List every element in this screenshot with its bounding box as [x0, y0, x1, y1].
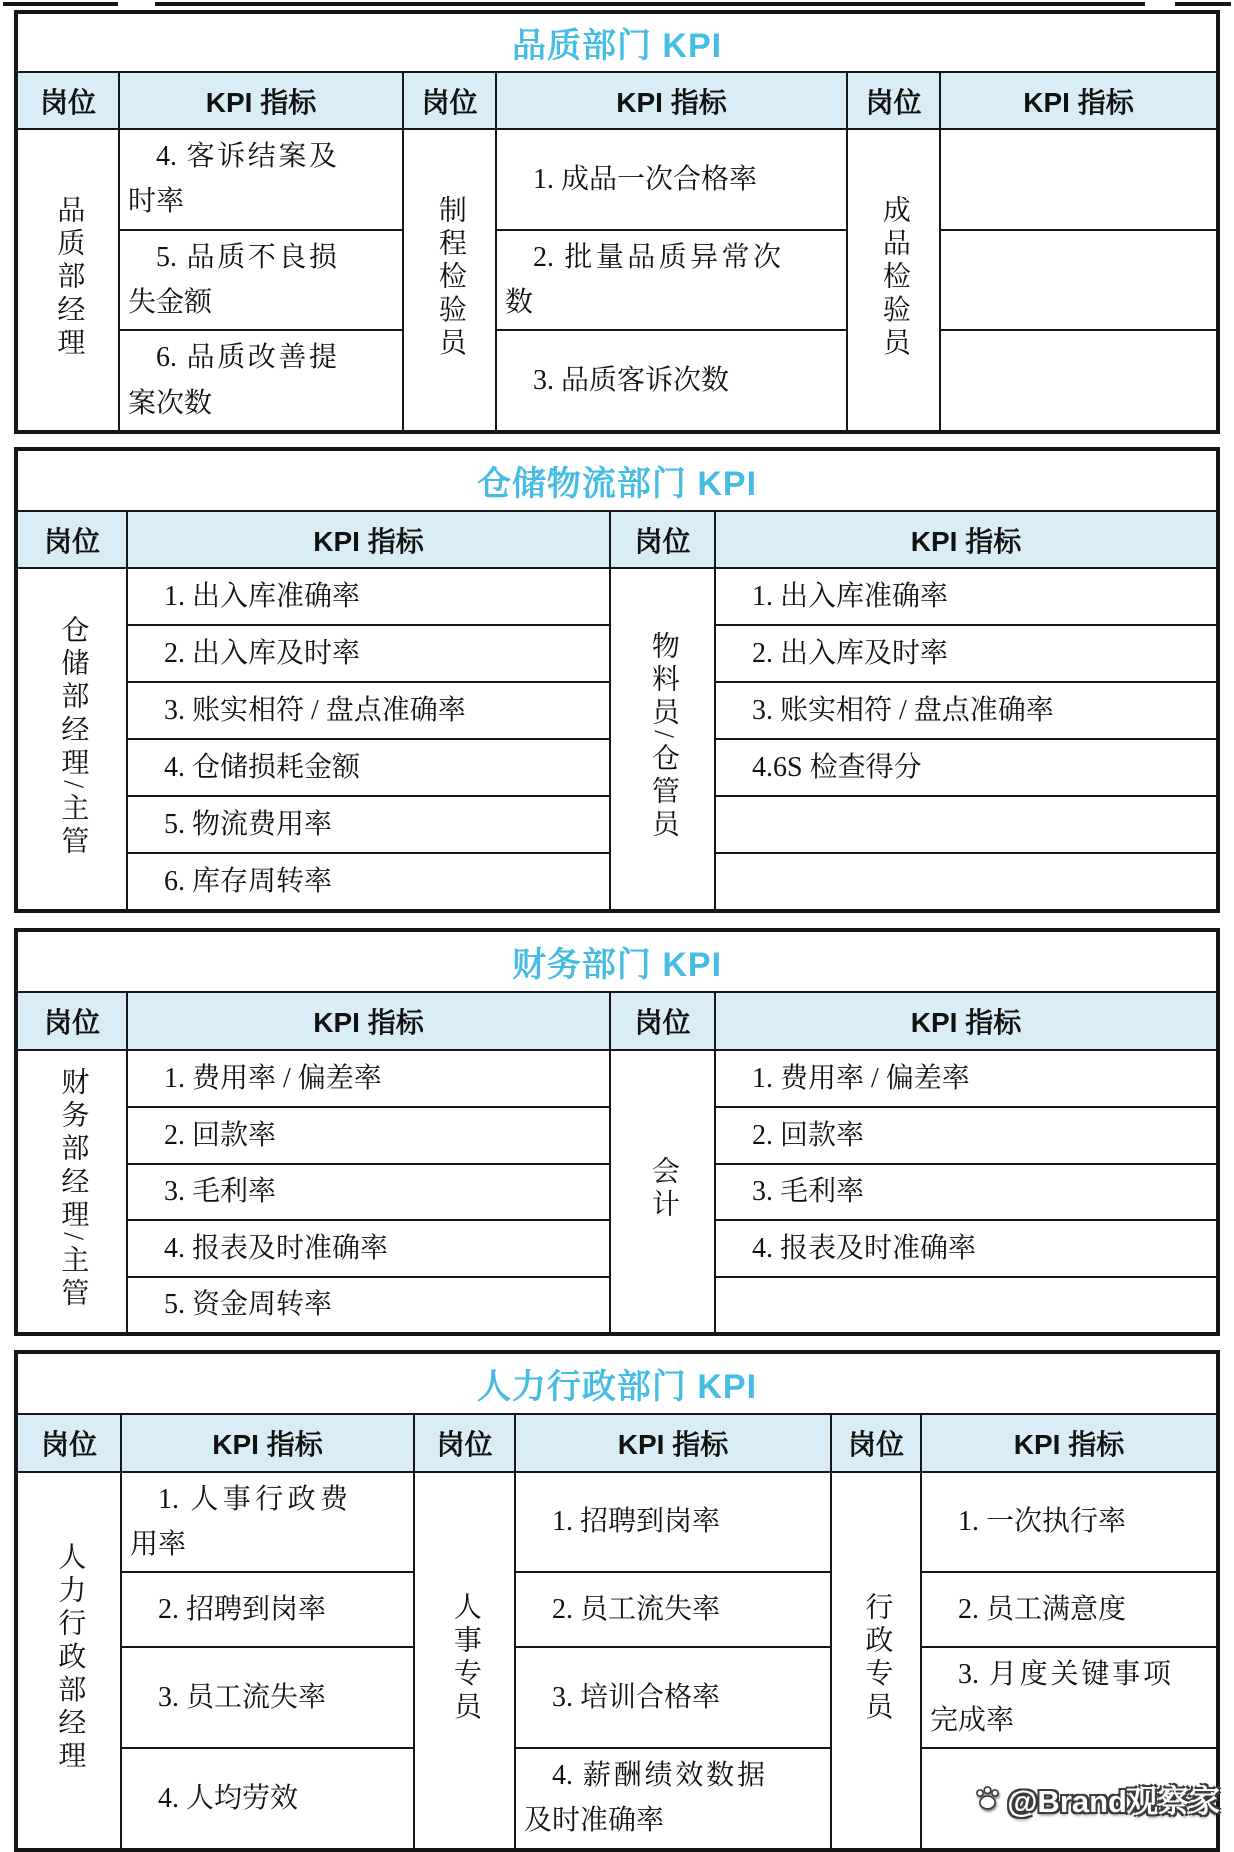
kpi-cell: 2. 批量品质异常次数	[496, 230, 847, 331]
header-cell-kpi: KPI 指标	[127, 511, 610, 568]
header-cell-position: 岗位	[16, 72, 119, 129]
header-cell-position: 岗位	[16, 1414, 121, 1472]
header-cell-kpi: KPI 指标	[921, 1414, 1218, 1472]
table-title: 财务部门 KPI	[16, 930, 1218, 992]
kpi-cell: 1. 成品一次合格率	[496, 129, 847, 230]
kpi-cell: 2. 招聘到岗率	[121, 1572, 414, 1647]
kpi-cell: 4. 报表及时准确率	[127, 1220, 610, 1277]
position-label: 品质部经理	[53, 194, 85, 361]
header-cell-position: 岗位	[610, 511, 715, 568]
kpi-cell: 3. 账实相符 / 盘点准确率	[127, 682, 610, 739]
position-cell	[16, 1050, 127, 1333]
header-cell-kpi: KPI 指标	[127, 992, 610, 1050]
kpi-cell: 5. 品质不良损失金额	[119, 230, 403, 331]
kpi-cell: 3. 账实相符 / 盘点准确率	[715, 682, 1218, 739]
kpi-cell: 1. 出入库准确率	[715, 568, 1218, 625]
header-cell-kpi: KPI 指标	[715, 992, 1218, 1050]
kpi-cell: 1. 费用率 / 偏差率	[715, 1050, 1218, 1107]
kpi-cell: 3. 员工流失率	[121, 1647, 414, 1748]
kpi-cell: 3. 毛利率	[127, 1164, 610, 1220]
kpi-cell: 1. 一次执行率	[921, 1472, 1218, 1573]
kpi-cell-empty	[715, 796, 1218, 853]
kpi-cell: 4. 报表及时准确率	[715, 1220, 1218, 1277]
position-label: 制程检验员	[434, 194, 466, 361]
table-title: 人力行政部门 KPI	[16, 1352, 1218, 1414]
header-cell-kpi: KPI 指标	[119, 72, 403, 129]
kpi-cell: 4. 人均劳效	[121, 1748, 414, 1850]
position-label: 物料员/仓管员	[647, 631, 679, 843]
header-cell-position: 岗位	[831, 1414, 921, 1472]
kpi-cell: 3. 毛利率	[715, 1164, 1218, 1220]
kpi-cell: 5. 资金周转率	[127, 1277, 610, 1333]
kpi-cell: 3. 品质客诉次数	[496, 330, 847, 432]
position-cell	[414, 1472, 515, 1850]
position-cell	[831, 1472, 921, 1850]
position-label: 行政专员	[861, 1591, 893, 1724]
kpi-cell: 1. 招聘到岗率	[515, 1472, 831, 1573]
kpi-cell: 2. 回款率	[127, 1107, 610, 1164]
kpi-cell: 4. 仓储损耗金额	[127, 739, 610, 796]
table-title: 品质部门 KPI	[16, 12, 1218, 72]
header-cell-kpi: KPI 指标	[715, 511, 1218, 568]
header-cell-position: 岗位	[610, 992, 715, 1050]
header-cell-kpi: KPI 指标	[515, 1414, 831, 1472]
header-cell-position: 岗位	[414, 1414, 515, 1472]
kpi-cell: 6. 库存周转率	[127, 853, 610, 911]
header-cell-position: 岗位	[16, 511, 127, 568]
kpi-cell: 4. 客诉结案及时率	[119, 129, 403, 230]
table-title: 仓储物流部门 KPI	[16, 449, 1218, 511]
position-label: 仓储部经理/主管	[57, 614, 89, 859]
kpi-cell: 4.6S 检查得分	[715, 739, 1218, 796]
header-cell-kpi: KPI 指标	[121, 1414, 414, 1472]
kpi-cell-empty	[715, 1277, 1218, 1333]
crop-artifact-line	[3, 2, 1231, 6]
header-cell-position: 岗位	[847, 72, 940, 129]
kpi-cell: 6. 品质改善提案次数	[119, 330, 403, 432]
position-cell	[16, 568, 127, 911]
kpi-cell: 1. 费用率 / 偏差率	[127, 1050, 610, 1107]
position-cell	[610, 568, 715, 911]
kpi-cell: 1. 人事行政费用率	[121, 1472, 414, 1573]
kpi-cell: 4. 薪酬绩效数据及时准确率	[515, 1748, 831, 1850]
position-label: 人事专员	[449, 1591, 481, 1724]
header-cell-kpi: KPI 指标	[496, 72, 847, 129]
kpi-cell: 2. 回款率	[715, 1107, 1218, 1164]
kpi-cell: 2. 员工满意度	[921, 1572, 1218, 1647]
kpi-table-finance	[14, 928, 1220, 1335]
kpi-cell: 2. 出入库及时率	[715, 625, 1218, 682]
kpi-cell: 2. 员工流失率	[515, 1572, 831, 1647]
kpi-cell-empty	[940, 330, 1218, 432]
kpi-cell-empty	[940, 129, 1218, 230]
header-cell-kpi: KPI 指标	[940, 72, 1218, 129]
kpi-cell: 3. 培训合格率	[515, 1647, 831, 1748]
watermark	[973, 1776, 1220, 1821]
kpi-cell-empty	[940, 230, 1218, 331]
position-label: 会计	[647, 1155, 679, 1222]
kpi-cell: 3. 月度关键事项完成率	[921, 1647, 1218, 1748]
kpi-table-quality	[14, 10, 1220, 434]
kpi-cell: 1. 出入库准确率	[127, 568, 610, 625]
position-cell	[16, 1472, 121, 1850]
position-cell	[16, 129, 119, 432]
watermark-text: @Brand观察家	[1007, 1784, 1220, 1819]
position-cell	[610, 1050, 715, 1333]
paw-icon	[973, 1784, 1003, 1814]
kpi-cell: 2. 出入库及时率	[127, 625, 610, 682]
position-cell	[403, 129, 496, 432]
kpi-cell: 5. 物流费用率	[127, 796, 610, 853]
position-label: 人力行政部经理	[54, 1541, 86, 1774]
header-cell-position: 岗位	[16, 992, 127, 1050]
kpi-table-warehouse-logistics	[14, 447, 1220, 913]
kpi-cell-empty	[715, 853, 1218, 911]
position-label: 成品检验员	[878, 194, 910, 361]
position-label: 财务部经理/主管	[57, 1066, 89, 1311]
header-cell-position: 岗位	[403, 72, 496, 129]
position-cell	[847, 129, 940, 432]
